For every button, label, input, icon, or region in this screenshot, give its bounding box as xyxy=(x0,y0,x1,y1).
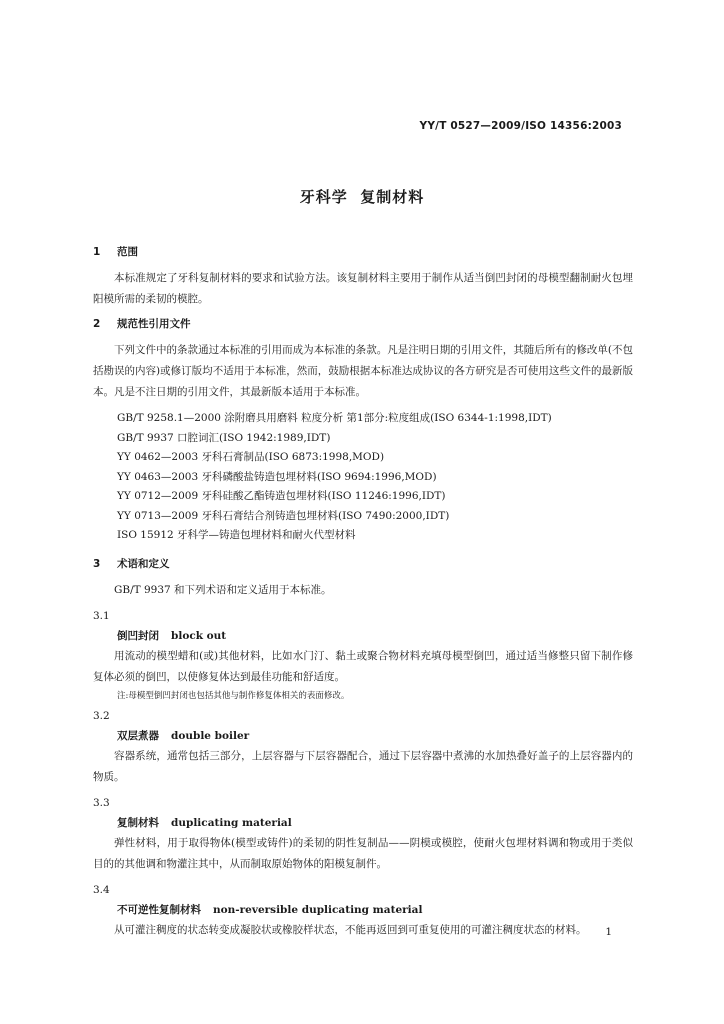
section-number: 3 xyxy=(93,557,101,570)
section-2-heading xyxy=(93,316,633,332)
reference-item: YY 0462—2003 牙科石膏制品(ISO 6873:1998,MOD) xyxy=(117,451,385,463)
page-number: 1 xyxy=(605,926,612,938)
term-heading xyxy=(117,726,633,746)
term-en: double boiler xyxy=(171,729,250,742)
section-3-paragraph: GB/T 9937 和下列术语和定义适用于本标准。 xyxy=(114,583,332,596)
term-heading xyxy=(117,900,633,920)
section-title: 术语和定义 xyxy=(117,557,170,570)
document-body xyxy=(93,244,633,947)
section-3-heading xyxy=(93,556,633,572)
reference-item: YY 0713—2009 牙科石膏结合剂铸造包埋材料(ISO 7490:2000,IDT) xyxy=(117,509,450,522)
term-number: 3.4 xyxy=(93,883,110,896)
term-number: 3.2 xyxy=(93,709,110,722)
term-heading xyxy=(117,626,633,646)
term-definition: 容器系统，通常包括三部分，上层容器与下层容器配合，通过下层容器中煮沸的水加热叠好盖子的上层容器内的物质。 xyxy=(93,749,633,783)
term-zh: 复制材料 xyxy=(117,816,159,829)
section-title: 范围 xyxy=(117,246,138,258)
section-2-paragraph: 下列文件中的条款通过本标准的引用而成为本标准的条款。凡是注明日期的引用文件，其随后所有的修改单(不包括勘误的内容)或修订版均不适用于本标准，然而，鼓励根据本标准达成协议的各方研究是否可使用这些文件的最新版本。凡是不注日期的引用文件，其最新版本适用于本标准。 xyxy=(93,344,633,398)
section-number: 2 xyxy=(93,318,101,330)
reference-item: YY 0712—2009 牙科硅酸乙酯铸造包埋材料(ISO 11246:1996,IDT) xyxy=(117,490,446,502)
term-zh: 倒凹封闭 xyxy=(117,629,159,642)
section-1-paragraph: 本标准规定了牙科复制材料的要求和试验方法。该复制材料主要用于制作从适当倒凹封闭的母模型翻制耐火包埋阳模所需的柔韧的模腔。 xyxy=(93,272,633,305)
term-definition: 用流动的模型蜡和(或)其他材料，比如水门汀、黏土或聚合物材料充填母模型倒凹，通过适当修整只留下制作修复体必须的倒凹，以使修复体达到最佳功能和舒适度。 xyxy=(93,649,633,683)
term-en: non-reversible duplicating material xyxy=(213,903,423,916)
term-note: 注:母模型倒凹封闭也包括其他与制作修复体相关的表面修改。 xyxy=(117,690,350,701)
term-en: block out xyxy=(171,629,227,642)
term-heading xyxy=(117,813,633,833)
reference-item: GB/T 9937 口腔词汇(ISO 1942:1989,IDT) xyxy=(117,431,331,444)
term-en: duplicating material xyxy=(171,816,292,829)
term-definition: 从可灌注稠度的状态转变成凝胶状或橡胶样状态，不能再返回到可重复使用的可灌注稠度状态的材料。 xyxy=(114,923,587,936)
term-definition: 弹性材料，用于取得物体(模型或铸件)的柔韧的阴性复制品——阴模或模腔，使耐火包埋材料调和物或用于类似目的的其他调和物灌注其中，从而制取原始物体的阳模复制件。 xyxy=(93,836,633,870)
term-zh: 不可逆性复制材料 xyxy=(117,903,201,916)
reference-item: YY 0463—2003 牙科磷酸盐铸造包埋材料(ISO 9694:1996,MOD) xyxy=(117,470,437,483)
term-zh: 双层煮器 xyxy=(117,729,159,742)
standard-code: YY/T 0527—2009/ISO 14356:2003 xyxy=(419,120,622,132)
section-title: 规范性引用文件 xyxy=(117,318,191,330)
term-number: 3.3 xyxy=(93,796,110,809)
reference-item: GB/T 9258.1—2000 涂附磨具用磨料 粒度分析 第1部分:粒度组成(ISO 6344-1:1998,IDT) xyxy=(117,412,552,424)
section-1-heading xyxy=(93,244,633,260)
document-title: 牙科学 复制材料 xyxy=(299,188,425,206)
section-number: 1 xyxy=(93,246,101,258)
reference-list xyxy=(117,409,633,546)
term-number: 3.1 xyxy=(93,609,110,622)
reference-item: ISO 15912 牙科学—铸造包埋材料和耐火代型材料 xyxy=(117,529,356,541)
